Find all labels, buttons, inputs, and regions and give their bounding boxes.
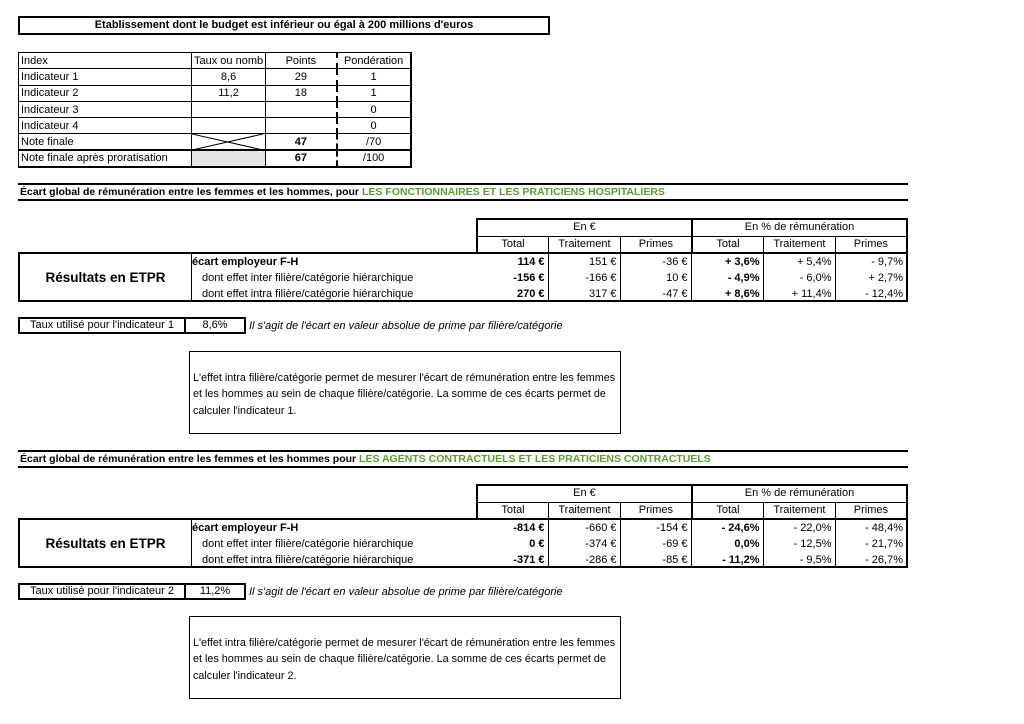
- value-cell: -286 €: [548, 552, 620, 568]
- value-cell: - 22,0%: [763, 520, 835, 536]
- index-cell: 0: [337, 101, 411, 117]
- index-cell: [192, 118, 266, 134]
- value-cell: 317 €: [548, 286, 620, 302]
- col-header: Traitement: [549, 236, 621, 253]
- value-cell: - 26,7%: [865, 554, 903, 566]
- value-cell: 0,0%: [691, 536, 763, 552]
- col-header: Total: [477, 236, 549, 253]
- group-header-pct: En % de rémunération: [692, 485, 907, 502]
- index-header-cell: Points: [266, 53, 337, 69]
- value-cell: -371 €: [476, 552, 548, 568]
- index-cell: Indicateur 2: [19, 85, 192, 101]
- col-header: Total: [692, 502, 764, 519]
- index-row: [19, 118, 411, 134]
- value-cell: -85 €: [620, 552, 691, 568]
- value-cell: -166 €: [548, 270, 620, 286]
- col-header: Traitement: [764, 502, 836, 519]
- value-cell: -47 €: [620, 286, 691, 302]
- index-header-cell: Index: [19, 53, 192, 69]
- crossed-cell: [192, 134, 266, 150]
- section2-heading: [18, 450, 908, 468]
- section2-heading-text: Écart global de rémunération entre les femmes et les hommes pour: [20, 453, 360, 465]
- section1-result-box: [18, 252, 908, 302]
- row-label: dont effet inter filière/catégorie hiérarchique: [202, 272, 414, 284]
- page-title: Etablissement dont le budget est inférieur ou égal à 200 millions d'euros: [18, 16, 550, 35]
- index-cell: Indicateur 1: [19, 69, 192, 85]
- final-prorata-label: Note finale après proratisation: [19, 150, 192, 166]
- index-cell: 18: [266, 85, 337, 101]
- section1-result-label: Résultats en ETPR: [20, 254, 192, 300]
- result-row: [192, 270, 906, 286]
- index-cell: 11,2: [192, 85, 266, 101]
- index-cell: Indicateur 4: [19, 118, 192, 134]
- result-row: [192, 254, 906, 270]
- section2-taux-row: [18, 583, 563, 600]
- index-cell: [266, 101, 337, 117]
- index-row: [19, 101, 411, 117]
- final-note-points: 47: [266, 134, 337, 150]
- section1-results: [18, 218, 908, 302]
- index-cell: Indicateur 3: [19, 101, 192, 117]
- section2-explanation: L'effet intra filière/catégorie permet de mesurer l'écart de rémunération entre les femmes et les hommes au sein de chaque filière/catégorie. La somme de ces écarts permet de calculer l'indicateur 2.: [189, 616, 621, 699]
- value-cell: + 11,4%: [763, 286, 835, 302]
- value-cell: -154 €: [620, 520, 691, 536]
- value-cell: + 2,7%: [868, 272, 903, 284]
- col-header: Primes: [620, 502, 692, 519]
- value-cell: - 48,4%: [865, 522, 903, 534]
- value-cell: - 6,0%: [763, 270, 835, 286]
- final-note-row: [19, 134, 411, 150]
- col-header: Traitement: [549, 502, 621, 519]
- row-label: dont effet intra filière/catégorie hiérarchique: [202, 288, 414, 300]
- final-prorata-points: 67: [266, 150, 337, 166]
- value-cell: - 24,6%: [691, 520, 763, 536]
- value-cell: - 21,7%: [865, 538, 903, 550]
- index-cell: 0: [337, 118, 411, 134]
- value-cell: - 4,9%: [691, 270, 763, 286]
- final-prorata-max: /100: [337, 150, 411, 166]
- index-row: [19, 69, 411, 85]
- taux-value: 11,2%: [186, 583, 246, 600]
- index-cell: [266, 118, 337, 134]
- section2-result-label: Résultats en ETPR: [20, 520, 192, 566]
- index-header-cell: Pondération: [337, 53, 411, 69]
- value-cell: 0 €: [476, 536, 548, 552]
- col-header: Primes: [620, 236, 692, 253]
- value-cell: -156 €: [476, 270, 548, 286]
- index-header-cell: Taux ou nomb: [192, 53, 266, 69]
- value-cell: 151 €: [548, 254, 620, 270]
- row-label: dont effet intra filière/catégorie hiérarchique: [202, 554, 414, 566]
- value-cell: + 5,4%: [763, 254, 835, 270]
- value-cell: - 11,2%: [691, 552, 763, 568]
- index-header-row: [19, 53, 411, 69]
- section2-column-headers: [476, 484, 908, 520]
- col-header: Total: [477, 502, 549, 519]
- index-table: [18, 52, 412, 168]
- value-cell: -660 €: [548, 520, 620, 536]
- index-cell: 29: [266, 69, 337, 85]
- value-cell: + 8,6%: [691, 286, 763, 302]
- result-row: [192, 552, 906, 568]
- row-label: écart employeur F-H: [192, 256, 299, 268]
- value-cell: 10 €: [620, 270, 691, 286]
- taux-note: Il s'agit de l'écart en valeur absolue de prime par filière/catégorie: [249, 585, 563, 598]
- value-cell: -69 €: [620, 536, 691, 552]
- index-cell: 1: [337, 85, 411, 101]
- value-cell: -374 €: [548, 536, 620, 552]
- taux-value: 8,6%: [186, 317, 246, 334]
- value-cell: - 9,5%: [763, 552, 835, 568]
- col-header: Primes: [835, 236, 907, 253]
- value-cell: + 3,6%: [691, 254, 763, 270]
- row-label: dont effet inter filière/catégorie hiérarchique: [202, 538, 414, 550]
- section1-column-headers: [476, 218, 908, 254]
- index-cell: [192, 101, 266, 117]
- value-cell: - 12,4%: [865, 288, 903, 300]
- value-cell: -814 €: [476, 520, 548, 536]
- group-header-pct: En % de rémunération: [692, 219, 907, 236]
- taux-label: Taux utilisé pour l'indicateur 1: [18, 317, 186, 334]
- taux-note: Il s'agit de l'écart en valeur absolue de prime par filière/catégorie: [249, 319, 563, 332]
- value-cell: 114 €: [476, 254, 548, 270]
- group-header-eur: En €: [477, 219, 692, 236]
- section1-explanation: L'effet intra filière/catégorie permet de mesurer l'écart de rémunération entre les femmes et les hommes au sein de chaque filière/catégorie. La somme de ces écarts permet de calculer l'indicateur 1.: [189, 351, 621, 434]
- value-cell: - 12,5%: [763, 536, 835, 552]
- result-row: [192, 536, 906, 552]
- col-header: Total: [692, 236, 764, 253]
- section2-results: [18, 484, 908, 568]
- col-header: Traitement: [764, 236, 836, 253]
- final-note-max: /70: [337, 134, 411, 150]
- section1-heading-text: Écart global de rémunération entre les femmes et les hommes, pour: [20, 186, 362, 198]
- empty-grey-cell: [192, 150, 266, 166]
- index-row: [19, 85, 411, 101]
- section1-taux-row: [18, 317, 563, 334]
- cross-mark-icon: [192, 134, 263, 150]
- result-row: [192, 286, 906, 302]
- col-header: Primes: [835, 502, 907, 519]
- result-row: [192, 520, 906, 536]
- final-note-label: Note finale: [19, 134, 192, 150]
- value-cell: - 9,7%: [871, 256, 903, 268]
- section2-result-box: [18, 518, 908, 568]
- section2-heading-highlight: LES AGENTS CONTRACTUELS ET LES PRATICIENS CONTRACTUELS: [359, 453, 711, 465]
- value-cell: 270 €: [476, 286, 548, 302]
- value-cell: -36 €: [620, 254, 691, 270]
- row-label: écart employeur F-H: [192, 522, 299, 534]
- index-cell: 1: [337, 69, 411, 85]
- section1-heading-highlight: LES FONCTIONNAIRES ET LES PRATICIENS HOSPITALIERS: [361, 186, 665, 198]
- index-cell: 8,6: [192, 69, 266, 85]
- taux-label: Taux utilisé pour l'indicateur 2: [18, 583, 186, 600]
- section1-heading: [18, 183, 908, 201]
- final-prorata-row: [19, 150, 411, 166]
- group-header-eur: En €: [477, 485, 692, 502]
